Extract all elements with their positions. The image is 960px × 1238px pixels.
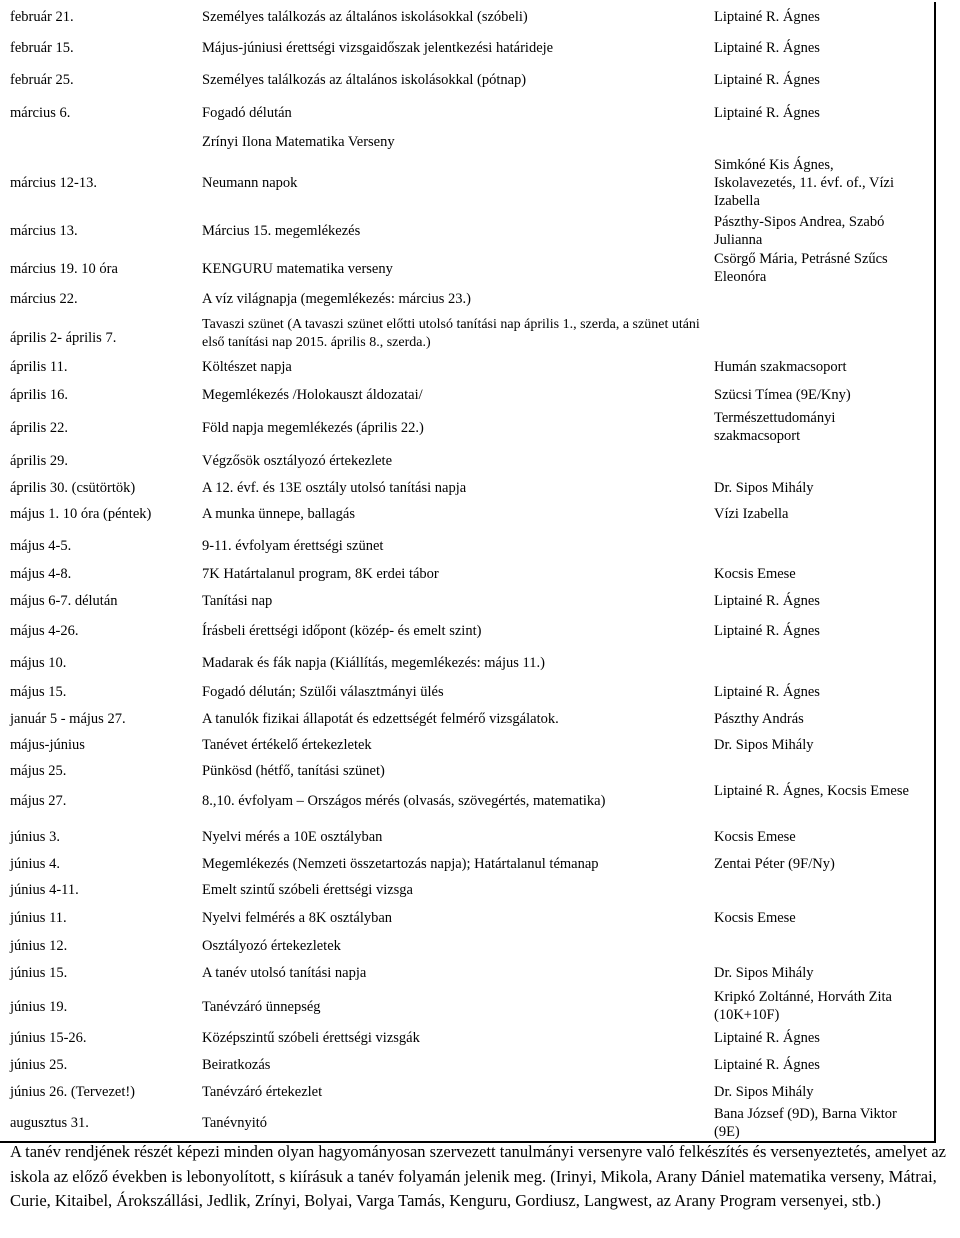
date-cell: március 12-13.: [10, 175, 97, 191]
event-cell: Fogadó délután; Szülői választmányi ülés: [202, 684, 444, 700]
date-cell: június 12.: [10, 938, 68, 954]
event-cell: Neumann napok: [202, 175, 298, 191]
date-cell: április 22.: [10, 420, 68, 436]
footnote-paragraph: A tanév rendjének részét képezi minden olyan hagyományosan szervezett tanulmányi versenyre való felkészítés és versenyeztetés, amelyet az iskola az előző években is lebonyolított, s kiírásuk a tanév folyamán jelenik meg. (Irinyi, Mikola, Arany Dániel matematika verseny, Mátrai, Curie, Kitaibel, Árokszállási, Jedlik, Zrínyi, Bolyai, Varga Tamás, Kenguru, Gordiusz, Langwest, az Arany Program versenyei, stb.): [10, 1142, 946, 1210]
responsible-cell: Simkóné Kis Ágnes, Iskolavezetés, 11. évf. of., Vízi Izabella: [714, 157, 894, 209]
responsible-cell: Pászthy-Sipos Andrea, Szabó Julianna: [714, 214, 885, 248]
event-cell: A 12. évf. és 13E osztály utolsó tanítási napja: [202, 480, 467, 496]
event-cell: Megemlékezés /Holokauszt áldozatai/: [202, 387, 423, 403]
responsible-cell: Kocsis Emese: [714, 910, 796, 926]
responsible-cell: Pászthy András: [714, 711, 804, 727]
event-cell: Beiratkozás: [202, 1057, 271, 1073]
responsible-cell: Bana József (9D), Barna Viktor (9E): [714, 1106, 897, 1140]
date-cell: március 22.: [10, 291, 78, 307]
event-cell: Megemlékezés (Nemzeti összetartozás napja); Határtalanul témanap: [202, 856, 599, 872]
event-cell: 7K Határtalanul program, 8K erdei tábor: [202, 566, 439, 582]
responsible-cell: Kocsis Emese: [714, 566, 796, 582]
event-cell: Tavaszi szünet (A tavaszi szünet előtti utolsó tanítási nap április 1., szerda, a szünet utáni első tanítási nap 2015. április 8., szerda.): [202, 317, 700, 350]
responsible-cell: Zentai Péter (9F/Ny): [714, 856, 835, 872]
responsible-cell: Liptainé R. Ágnes: [714, 593, 820, 609]
responsible-cell: Vízi Izabella: [714, 506, 789, 522]
date-cell: június 15.: [10, 965, 68, 981]
date-cell: június 25.: [10, 1057, 68, 1073]
event-cell: Nyelvi mérés a 10E osztályban: [202, 829, 383, 845]
event-cell: Föld napja megemlékezés (április 22.): [202, 420, 424, 436]
responsible-cell: Kocsis Emese: [714, 829, 796, 845]
event-cell: A tanév utolsó tanítási napja: [202, 965, 367, 981]
event-cell: Tanévzáró ünnepség: [202, 999, 321, 1015]
date-cell: május 1. 10 óra (péntek): [10, 506, 152, 522]
event-cell: Személyes találkozás az általános iskolásokkal (szóbeli): [202, 9, 528, 25]
responsible-cell: Dr. Sipos Mihály: [714, 737, 814, 753]
event-cell: KENGURU matematika verseny: [202, 261, 393, 277]
event-cell: A munka ünnepe, ballagás: [202, 506, 356, 522]
date-cell: június 4-11.: [10, 882, 79, 898]
responsible-cell: Liptainé R. Ágnes: [714, 623, 820, 639]
responsible-cell: Liptainé R. Ágnes: [714, 105, 820, 121]
event-cell: Tanítási nap: [202, 593, 273, 609]
event-cell: Emelt szintű szóbeli érettségi vizsga: [202, 882, 413, 898]
responsible-cell: Liptainé R. Ágnes: [714, 9, 820, 25]
date-cell: március 13.: [10, 223, 78, 239]
date-cell: február 15.: [10, 40, 74, 56]
date-cell: május-június: [10, 737, 85, 753]
event-cell: Osztályozó értekezletek: [202, 938, 341, 954]
responsible-cell: Liptainé R. Ágnes: [714, 1030, 820, 1046]
date-cell: június 3.: [10, 829, 60, 845]
responsible-cell: Liptainé R. Ágnes, Kocsis Emese: [714, 783, 909, 799]
date-cell: február 25.: [10, 72, 74, 88]
event-cell: Május-júniusi érettségi vizsgaidőszak jelentkezési határideje: [202, 40, 554, 56]
date-cell: május 4-5.: [10, 538, 72, 554]
date-cell: június 26. (Tervezet!): [10, 1084, 136, 1100]
date-cell: május 15.: [10, 684, 67, 700]
event-cell: Zrínyi Ilona Matematika Verseny: [202, 134, 395, 150]
responsible-cell: Humán szakmacsoport: [714, 359, 847, 375]
event-cell: 8.,10. évfolyam – Országos mérés (olvasás, szövegértés, matematika): [202, 793, 606, 809]
event-cell: Nyelvi felmérés a 8K osztályban: [202, 910, 393, 926]
date-cell: április 11.: [10, 359, 68, 375]
responsible-cell: Dr. Sipos Mihály: [714, 965, 814, 981]
date-cell: június 19.: [10, 999, 68, 1015]
event-cell: A tanulók fizikai állapotát és edzettségét felmérő vizsgálatok.: [202, 711, 559, 727]
responsible-cell: Dr. Sipos Mihály: [714, 1084, 814, 1100]
date-cell: május 6-7. délután: [10, 593, 118, 609]
event-cell: A víz világnapja (megemlékezés: március 23.): [202, 291, 471, 307]
date-cell: május 27.: [10, 793, 67, 809]
responsible-cell: Liptainé R. Ágnes: [714, 72, 820, 88]
date-cell: május 10.: [10, 655, 67, 671]
event-cell: 9-11. évfolyam érettségi szünet: [202, 538, 384, 554]
responsible-cell: Kripkó Zoltánné, Horváth Zita (10K+10F): [714, 989, 892, 1023]
right-border-line: [934, 2, 936, 1142]
date-cell: június 11.: [10, 910, 67, 926]
responsible-cell: Csörgő Mária, Petrásné Szűcs Eleonóra: [714, 251, 888, 285]
date-cell: augusztus 31.: [10, 1115, 89, 1131]
date-cell: február 21.: [10, 9, 74, 25]
event-cell: Végzősök osztályozó értekezlete: [202, 453, 393, 469]
date-cell: május 4-8.: [10, 566, 72, 582]
date-cell: március 6.: [10, 105, 71, 121]
responsible-cell: Liptainé R. Ágnes: [714, 1057, 820, 1073]
event-cell: Középszintű szóbeli érettségi vizsgák: [202, 1030, 420, 1046]
event-cell: Tanévzáró értekezlet: [202, 1084, 323, 1100]
date-cell: május 25.: [10, 763, 67, 779]
event-cell: Fogadó délután: [202, 105, 292, 121]
responsible-cell: Dr. Sipos Mihály: [714, 480, 814, 496]
responsible-cell: Liptainé R. Ágnes: [714, 684, 820, 700]
responsible-cell: Szücsi Tímea (9E/Kny): [714, 387, 851, 403]
date-cell: március 19. 10 óra: [10, 261, 118, 277]
date-cell: június 15-26.: [10, 1030, 87, 1046]
event-cell: Március 15. megemlékezés: [202, 223, 361, 239]
event-cell: Írásbeli érettségi időpont (közép- és emelt szint): [202, 623, 482, 639]
date-cell: január 5 - május 27.: [10, 711, 126, 727]
date-cell: április 2- április 7.: [10, 330, 117, 346]
date-cell: június 4.: [10, 856, 60, 872]
responsible-cell: Természettudományi szakmacsoport: [714, 410, 836, 444]
date-cell: április 16.: [10, 387, 68, 403]
event-cell: Költészet napja: [202, 359, 292, 375]
date-cell: április 29.: [10, 453, 68, 469]
event-cell: Madarak és fák napja (Kiállítás, megemlékezés: május 11.): [202, 655, 545, 671]
event-cell: Személyes találkozás az általános iskolásokkal (pótnap): [202, 72, 527, 88]
date-cell: április 30. (csütörtök): [10, 480, 136, 496]
event-cell: Tanévet értékelő értekezletek: [202, 737, 372, 753]
event-cell: Tanévnyitó: [202, 1115, 268, 1131]
date-cell: május 4-26.: [10, 623, 79, 639]
responsible-cell: Liptainé R. Ágnes: [714, 40, 820, 56]
event-cell: Pünkösd (hétfő, tanítási szünet): [202, 763, 385, 779]
